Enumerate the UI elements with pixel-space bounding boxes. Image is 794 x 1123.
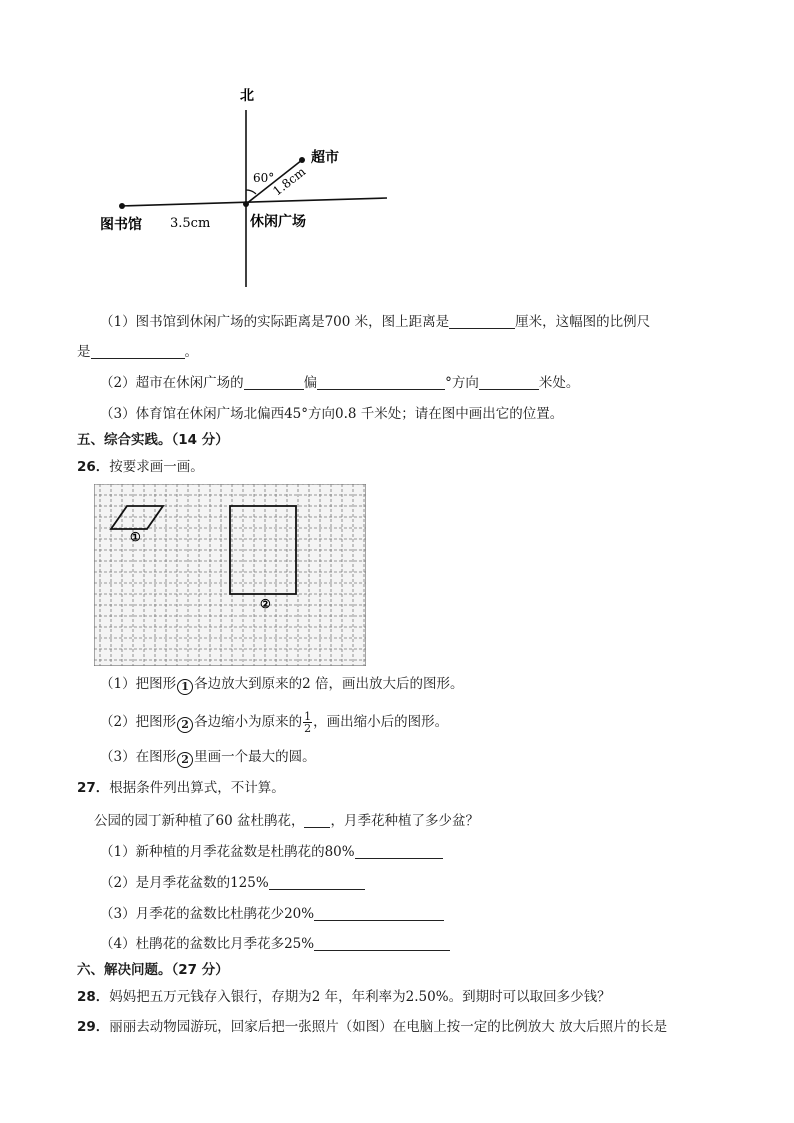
fraction-one-half: $\frac{1}{2}$ bbox=[304, 710, 312, 735]
answer-blank[interactable] bbox=[91, 344, 185, 359]
library-label: 图书馆 bbox=[100, 217, 142, 233]
q25-item1: （1）图书馆到休闲广场的实际距离是700 米，图上距离是 厘米，这幅图的比例尺 bbox=[100, 314, 651, 330]
supermarket-label: 超市 bbox=[311, 150, 339, 166]
answer-blank[interactable] bbox=[479, 375, 539, 390]
answer-blank[interactable] bbox=[244, 375, 304, 390]
q26-prompt: 26．按要求画一画。 bbox=[77, 459, 204, 475]
circle-number-2: 2 bbox=[177, 717, 193, 733]
answer-blank[interactable] bbox=[314, 906, 444, 921]
answer-blank[interactable] bbox=[355, 844, 443, 859]
q27-item3: （3）月季花的盆数比杜鹃花少20% bbox=[100, 905, 444, 923]
shape2-label: ② bbox=[260, 597, 271, 611]
circle-number-1: 1 bbox=[177, 679, 193, 695]
direction-map bbox=[90, 80, 400, 295]
answer-blank[interactable] bbox=[314, 936, 450, 951]
answer-blank[interactable] bbox=[317, 375, 445, 390]
plaza-label: 休闲广场 bbox=[250, 214, 306, 230]
north-label: 北 bbox=[240, 88, 254, 104]
q27-item1: （1）新种植的月季花盆数是杜鹃花的80% bbox=[100, 843, 443, 861]
distance-library-label: 3.5cm bbox=[170, 216, 211, 231]
q27-item2: （2）是月季花盆数的125% bbox=[100, 874, 365, 892]
answer-blank[interactable] bbox=[269, 875, 365, 890]
section5-title: 五、综合实践。（14 分） bbox=[77, 432, 229, 448]
q27-item4: （4）杜鹃花的盆数比月季花多25% bbox=[100, 935, 450, 953]
circle-number-2: 2 bbox=[177, 752, 193, 768]
angle-label: 60° bbox=[253, 171, 275, 185]
grid-figure bbox=[94, 484, 366, 666]
shape1-label: ① bbox=[130, 530, 141, 544]
q26-item1: （1）把图形 1 各边放大到原来的2 倍，画出放大后的图形。 bbox=[100, 676, 464, 693]
answer-blank[interactable] bbox=[304, 813, 330, 828]
q27-prompt: 27．根据条件列出算式，不计算。 bbox=[77, 780, 285, 796]
q25-item2: （2）超市在休闲广场的 偏 °方向 米处。 bbox=[100, 375, 580, 391]
q25-item1-line2: 是 。 bbox=[77, 344, 198, 360]
section6-title: 六、解决问题。（27 分） bbox=[77, 962, 229, 978]
q27-stem: 公园的园丁新种植了60 盆杜鹃花， ，月季花种植了多少盆？ bbox=[94, 813, 479, 829]
q29: 29．丽丽去动物园游玩，回家后把一张照片（如图）在电脑上按一定的比例放大 放大后照片的长是 bbox=[77, 1019, 668, 1035]
answer-blank[interactable] bbox=[449, 314, 515, 329]
q28: 28．妈妈把五万元钱存入银行，存期为2 年，年利率为2.50%。到期时可以取回多少钱？ bbox=[77, 989, 611, 1005]
q26-item2: （2）把图形 2 各边缩小为原来的 $\frac{1}{2}$ ，画出缩小后的图形。 bbox=[100, 710, 449, 735]
q26-item3: （3）在图形 2 里画一个最大的圆。 bbox=[100, 749, 316, 766]
distance-supermarket-label: 1.8cm bbox=[270, 164, 309, 199]
q25-item3: （3）体育馆在休闲广场北偏西45°方向0.8 千米处；请在图中画出它的位置。 bbox=[100, 406, 564, 422]
